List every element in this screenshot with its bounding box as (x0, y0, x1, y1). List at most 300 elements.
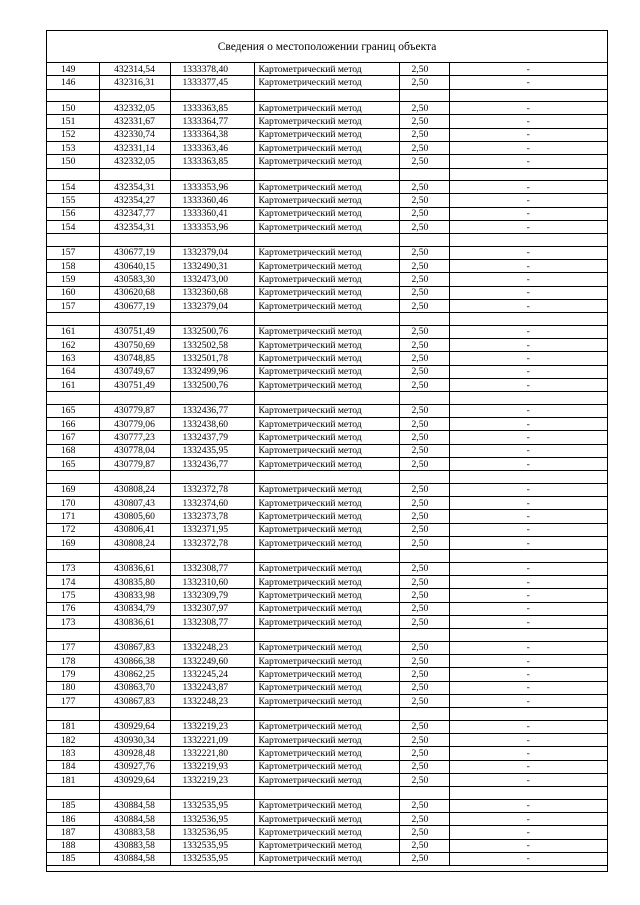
description-cell: - (449, 523, 607, 536)
y-coordinate-cell: 1332438,60 (170, 418, 254, 431)
method-cell: Картометрический метод (254, 747, 399, 760)
description-cell: - (449, 207, 607, 220)
accuracy-cell: 2,50 (399, 457, 449, 470)
y-coordinate-cell: 1332502,58 (170, 339, 254, 352)
description-cell: - (449, 799, 607, 812)
empty-cell (99, 629, 170, 642)
x-coordinate-cell: 430883,58 (99, 839, 170, 852)
description-cell: - (449, 654, 607, 667)
description-cell: - (449, 694, 607, 707)
description-cell: - (449, 576, 607, 589)
accuracy-cell: 2,50 (399, 681, 449, 694)
method-cell: Картометрический метод (254, 299, 399, 312)
table-row (47, 286, 607, 299)
point-number-cell: 177 (47, 694, 99, 707)
point-number-cell: 150 (47, 102, 99, 115)
empty-cell (254, 550, 399, 563)
accuracy-cell: 2,50 (399, 562, 449, 575)
x-coordinate-cell: 432331,67 (99, 115, 170, 128)
description-cell: - (449, 181, 607, 194)
empty-cell (399, 313, 449, 326)
group-separator-row (47, 629, 607, 642)
y-coordinate-cell: 1332221,09 (170, 733, 254, 746)
empty-cell (170, 550, 254, 563)
accuracy-cell: 2,50 (399, 102, 449, 115)
point-number-cell: 172 (47, 523, 99, 536)
empty-cell (47, 89, 99, 102)
empty-cell (170, 313, 254, 326)
method-cell: Картометрический метод (254, 536, 399, 549)
y-coordinate-cell: 1333363,85 (170, 155, 254, 168)
accuracy-cell: 2,50 (399, 615, 449, 628)
empty-cell (399, 471, 449, 484)
y-coordinate-cell: 1332500,76 (170, 325, 254, 338)
table-row (47, 325, 607, 338)
x-coordinate-cell: 430884,58 (99, 799, 170, 812)
table-row (47, 128, 607, 141)
accuracy-cell: 2,50 (399, 654, 449, 667)
empty-cell (99, 471, 170, 484)
empty-cell (449, 787, 607, 800)
accuracy-cell: 2,50 (399, 207, 449, 220)
description-cell: - (449, 286, 607, 299)
description-cell: - (449, 760, 607, 773)
x-coordinate-cell: 430779,06 (99, 418, 170, 431)
method-cell: Картометрический метод (254, 273, 399, 286)
description-cell: - (449, 826, 607, 839)
table-row (47, 668, 607, 681)
x-coordinate-cell: 430808,24 (99, 536, 170, 549)
accuracy-cell: 2,50 (399, 668, 449, 681)
y-coordinate-cell: 1332435,95 (170, 444, 254, 457)
table-row (47, 260, 607, 273)
x-coordinate-cell: 430929,64 (99, 773, 170, 786)
point-number-cell: 158 (47, 260, 99, 273)
empty-cell (99, 392, 170, 405)
point-number-cell: 157 (47, 246, 99, 259)
accuracy-cell: 2,50 (399, 365, 449, 378)
point-number-cell: 162 (47, 339, 99, 352)
method-cell: Картометрический метод (254, 562, 399, 575)
accuracy-cell: 2,50 (399, 404, 449, 417)
point-number-cell: 161 (47, 325, 99, 338)
table-row (47, 694, 607, 707)
description-cell: - (449, 641, 607, 654)
method-cell: Картометрический метод (254, 339, 399, 352)
accuracy-cell: 2,50 (399, 694, 449, 707)
method-cell: Картометрический метод (254, 510, 399, 523)
table-row (47, 299, 607, 312)
method-cell: Картометрический метод (254, 181, 399, 194)
point-number-cell: 171 (47, 510, 99, 523)
accuracy-cell: 2,50 (399, 483, 449, 496)
y-coordinate-cell: 1332245,24 (170, 668, 254, 681)
accuracy-cell: 2,50 (399, 773, 449, 786)
point-number-cell: 151 (47, 115, 99, 128)
accuracy-cell: 2,50 (399, 246, 449, 259)
table-row (47, 352, 607, 365)
table-row (47, 799, 607, 812)
table-row (47, 576, 607, 589)
accuracy-cell: 2,50 (399, 733, 449, 746)
empty-cell (170, 629, 254, 642)
point-number-cell: 155 (47, 194, 99, 207)
table-row (47, 246, 607, 259)
x-coordinate-cell: 430867,83 (99, 641, 170, 654)
y-coordinate-cell: 1332371,95 (170, 523, 254, 536)
description-cell: - (449, 418, 607, 431)
point-number-cell: 164 (47, 365, 99, 378)
table-row (47, 141, 607, 154)
x-coordinate-cell: 430751,49 (99, 378, 170, 391)
empty-cell (99, 708, 170, 721)
y-coordinate-cell: 1332500,76 (170, 378, 254, 391)
empty-cell (399, 168, 449, 181)
y-coordinate-cell: 1333353,96 (170, 181, 254, 194)
table-row (47, 339, 607, 352)
point-number-cell: 187 (47, 826, 99, 839)
method-cell: Картометрический метод (254, 378, 399, 391)
point-number-cell: 168 (47, 444, 99, 457)
description-cell: - (449, 431, 607, 444)
x-coordinate-cell: 430806,41 (99, 523, 170, 536)
table-row (47, 115, 607, 128)
accuracy-cell: 2,50 (399, 194, 449, 207)
y-coordinate-cell: 1332536,95 (170, 812, 254, 825)
accuracy-cell: 2,50 (399, 325, 449, 338)
group-separator-row (47, 550, 607, 563)
table-row (47, 155, 607, 168)
x-coordinate-cell: 430808,24 (99, 483, 170, 496)
table-row (47, 681, 607, 694)
method-cell: Картометрический метод (254, 654, 399, 667)
table-row (47, 839, 607, 852)
x-coordinate-cell: 430930,34 (99, 733, 170, 746)
table-row (47, 76, 607, 89)
empty-cell (170, 471, 254, 484)
description-cell: - (449, 352, 607, 365)
accuracy-cell: 2,50 (399, 839, 449, 852)
method-cell: Картометрический метод (254, 365, 399, 378)
x-coordinate-cell: 430929,64 (99, 720, 170, 733)
y-coordinate-cell: 1332373,78 (170, 510, 254, 523)
y-coordinate-cell: 1332307,97 (170, 602, 254, 615)
description-cell: - (449, 457, 607, 470)
group-separator-row (47, 89, 607, 102)
description-cell: - (449, 681, 607, 694)
accuracy-cell: 2,50 (399, 273, 449, 286)
y-coordinate-cell: 1332374,60 (170, 497, 254, 510)
method-cell: Картометрический метод (254, 352, 399, 365)
y-coordinate-cell: 1332499,96 (170, 365, 254, 378)
method-cell: Картометрический метод (254, 799, 399, 812)
x-coordinate-cell: 430883,58 (99, 826, 170, 839)
x-coordinate-cell: 430677,19 (99, 246, 170, 259)
empty-cell (170, 787, 254, 800)
table-row (47, 207, 607, 220)
x-coordinate-cell: 430863,70 (99, 681, 170, 694)
x-coordinate-cell: 430751,49 (99, 325, 170, 338)
method-cell: Картометрический метод (254, 404, 399, 417)
method-cell: Картометрический метод (254, 497, 399, 510)
y-coordinate-cell: 1333377,45 (170, 76, 254, 89)
description-cell: - (449, 747, 607, 760)
description-cell: - (449, 536, 607, 549)
accuracy-cell: 2,50 (399, 260, 449, 273)
accuracy-cell: 2,50 (399, 747, 449, 760)
table-row (47, 826, 607, 839)
empty-cell (47, 787, 99, 800)
table-row (47, 536, 607, 549)
table-row (47, 497, 607, 510)
empty-cell (170, 168, 254, 181)
table-row (47, 418, 607, 431)
accuracy-cell: 2,50 (399, 826, 449, 839)
y-coordinate-cell: 1332219,23 (170, 720, 254, 733)
group-separator-row (47, 168, 607, 181)
group-separator-row (47, 313, 607, 326)
point-number-cell: 178 (47, 654, 99, 667)
method-cell: Картометрический метод (254, 615, 399, 628)
empty-cell (99, 89, 170, 102)
x-coordinate-cell: 430862,25 (99, 668, 170, 681)
point-number-cell: 150 (47, 155, 99, 168)
empty-cell (254, 89, 399, 102)
description-cell: - (449, 404, 607, 417)
y-coordinate-cell: 1332437,79 (170, 431, 254, 444)
method-cell: Картометрический метод (254, 720, 399, 733)
method-cell: Картометрический метод (254, 63, 399, 76)
description-cell: - (449, 615, 607, 628)
method-cell: Картометрический метод (254, 128, 399, 141)
empty-cell (254, 313, 399, 326)
accuracy-cell: 2,50 (399, 641, 449, 654)
description-cell: - (449, 602, 607, 615)
empty-cell (99, 313, 170, 326)
empty-cell (449, 168, 607, 181)
description-cell: - (449, 220, 607, 233)
x-coordinate-cell: 430749,67 (99, 365, 170, 378)
point-number-cell: 149 (47, 63, 99, 76)
y-coordinate-cell: 1332310,60 (170, 576, 254, 589)
point-number-cell: 175 (47, 589, 99, 602)
table-row (47, 641, 607, 654)
point-number-cell: 169 (47, 483, 99, 496)
method-cell: Картометрический метод (254, 773, 399, 786)
description-cell: - (449, 246, 607, 259)
document-frame (46, 30, 608, 872)
method-cell: Картометрический метод (254, 668, 399, 681)
method-cell: Картометрический метод (254, 694, 399, 707)
method-cell: Картометрический метод (254, 641, 399, 654)
description-cell: - (449, 102, 607, 115)
method-cell: Картометрический метод (254, 523, 399, 536)
table-body (47, 63, 607, 866)
y-coordinate-cell: 1333363,85 (170, 102, 254, 115)
empty-cell (254, 234, 399, 247)
point-number-cell: 184 (47, 760, 99, 773)
table-row (47, 523, 607, 536)
accuracy-cell: 2,50 (399, 523, 449, 536)
accuracy-cell: 2,50 (399, 63, 449, 76)
accuracy-cell: 2,50 (399, 128, 449, 141)
table-row (47, 760, 607, 773)
x-coordinate-cell: 432330,74 (99, 128, 170, 141)
method-cell: Картометрический метод (254, 812, 399, 825)
description-cell: - (449, 63, 607, 76)
empty-cell (47, 708, 99, 721)
x-coordinate-cell: 432331,14 (99, 141, 170, 154)
description-cell: - (449, 852, 607, 865)
description-cell: - (449, 378, 607, 391)
description-cell: - (449, 497, 607, 510)
y-coordinate-cell: 1332473,00 (170, 273, 254, 286)
accuracy-cell: 2,50 (399, 339, 449, 352)
description-cell: - (449, 589, 607, 602)
method-cell: Картометрический метод (254, 457, 399, 470)
method-cell: Картометрический метод (254, 286, 399, 299)
boundary-coordinates-table (47, 62, 607, 866)
x-coordinate-cell: 432354,31 (99, 181, 170, 194)
y-coordinate-cell: 1332248,23 (170, 641, 254, 654)
empty-cell (254, 787, 399, 800)
description-cell: - (449, 839, 607, 852)
table-row (47, 444, 607, 457)
method-cell: Картометрический метод (254, 602, 399, 615)
y-coordinate-cell: 1332249,60 (170, 654, 254, 667)
group-separator-row (47, 471, 607, 484)
table-row (47, 102, 607, 115)
group-separator-row (47, 392, 607, 405)
x-coordinate-cell: 430805,60 (99, 510, 170, 523)
table-row (47, 194, 607, 207)
y-coordinate-cell: 1332372,78 (170, 536, 254, 549)
empty-cell (449, 708, 607, 721)
accuracy-cell: 2,50 (399, 115, 449, 128)
empty-cell (47, 168, 99, 181)
description-cell: - (449, 444, 607, 457)
x-coordinate-cell: 430927,76 (99, 760, 170, 773)
empty-cell (99, 550, 170, 563)
accuracy-cell: 2,50 (399, 510, 449, 523)
x-coordinate-cell: 430833,98 (99, 589, 170, 602)
point-number-cell: 173 (47, 615, 99, 628)
empty-cell (449, 471, 607, 484)
y-coordinate-cell: 1332372,78 (170, 483, 254, 496)
accuracy-cell: 2,50 (399, 852, 449, 865)
point-number-cell: 165 (47, 457, 99, 470)
group-separator-row (47, 708, 607, 721)
x-coordinate-cell: 432354,27 (99, 194, 170, 207)
x-coordinate-cell: 430620,68 (99, 286, 170, 299)
empty-cell (449, 392, 607, 405)
method-cell: Картометрический метод (254, 102, 399, 115)
table-row (47, 773, 607, 786)
empty-cell (399, 550, 449, 563)
y-coordinate-cell: 1332535,95 (170, 799, 254, 812)
method-cell: Картометрический метод (254, 115, 399, 128)
table-row (47, 747, 607, 760)
x-coordinate-cell: 430640,15 (99, 260, 170, 273)
x-coordinate-cell: 430835,80 (99, 576, 170, 589)
x-coordinate-cell: 430583,30 (99, 273, 170, 286)
method-cell: Картометрический метод (254, 325, 399, 338)
point-number-cell: 152 (47, 128, 99, 141)
method-cell: Картометрический метод (254, 220, 399, 233)
empty-cell (254, 392, 399, 405)
y-coordinate-cell: 1332535,95 (170, 839, 254, 852)
point-number-cell: 157 (47, 299, 99, 312)
point-number-cell: 156 (47, 207, 99, 220)
x-coordinate-cell: 430836,61 (99, 615, 170, 628)
table-row (47, 733, 607, 746)
y-coordinate-cell: 1333363,46 (170, 141, 254, 154)
table-row (47, 181, 607, 194)
description-cell: - (449, 720, 607, 733)
description-cell: - (449, 483, 607, 496)
table-row (47, 510, 607, 523)
method-cell: Картометрический метод (254, 839, 399, 852)
accuracy-cell: 2,50 (399, 720, 449, 733)
point-number-cell: 154 (47, 220, 99, 233)
empty-cell (170, 392, 254, 405)
document-title: Сведения о местоположении границ объекта (217, 41, 437, 53)
group-separator-row (47, 234, 607, 247)
method-cell: Картометрический метод (254, 760, 399, 773)
method-cell: Картометрический метод (254, 260, 399, 273)
point-number-cell: 176 (47, 602, 99, 615)
accuracy-cell: 2,50 (399, 431, 449, 444)
accuracy-cell: 2,50 (399, 141, 449, 154)
accuracy-cell: 2,50 (399, 812, 449, 825)
x-coordinate-cell: 432354,31 (99, 220, 170, 233)
method-cell: Картометрический метод (254, 207, 399, 220)
table-row (47, 378, 607, 391)
point-number-cell: 179 (47, 668, 99, 681)
x-coordinate-cell: 430779,87 (99, 457, 170, 470)
point-number-cell: 153 (47, 141, 99, 154)
description-cell: - (449, 141, 607, 154)
empty-cell (449, 89, 607, 102)
empty-cell (449, 234, 607, 247)
empty-cell (254, 168, 399, 181)
point-number-cell: 160 (47, 286, 99, 299)
point-number-cell: 159 (47, 273, 99, 286)
accuracy-cell: 2,50 (399, 576, 449, 589)
empty-cell (254, 708, 399, 721)
point-number-cell: 166 (47, 418, 99, 431)
accuracy-cell: 2,50 (399, 799, 449, 812)
y-coordinate-cell: 1332379,04 (170, 299, 254, 312)
y-coordinate-cell: 1332248,23 (170, 694, 254, 707)
empty-cell (47, 471, 99, 484)
table-row (47, 615, 607, 628)
y-coordinate-cell: 1333353,96 (170, 220, 254, 233)
table-row (47, 589, 607, 602)
accuracy-cell: 2,50 (399, 378, 449, 391)
y-coordinate-cell: 1332379,04 (170, 246, 254, 259)
x-coordinate-cell: 430866,38 (99, 654, 170, 667)
description-cell: - (449, 260, 607, 273)
x-coordinate-cell: 432314,54 (99, 63, 170, 76)
empty-cell (399, 629, 449, 642)
description-cell: - (449, 194, 607, 207)
y-coordinate-cell: 1332490,31 (170, 260, 254, 273)
method-cell: Картометрический метод (254, 155, 399, 168)
point-number-cell: 182 (47, 733, 99, 746)
method-cell: Картометрический метод (254, 76, 399, 89)
table-row (47, 63, 607, 76)
